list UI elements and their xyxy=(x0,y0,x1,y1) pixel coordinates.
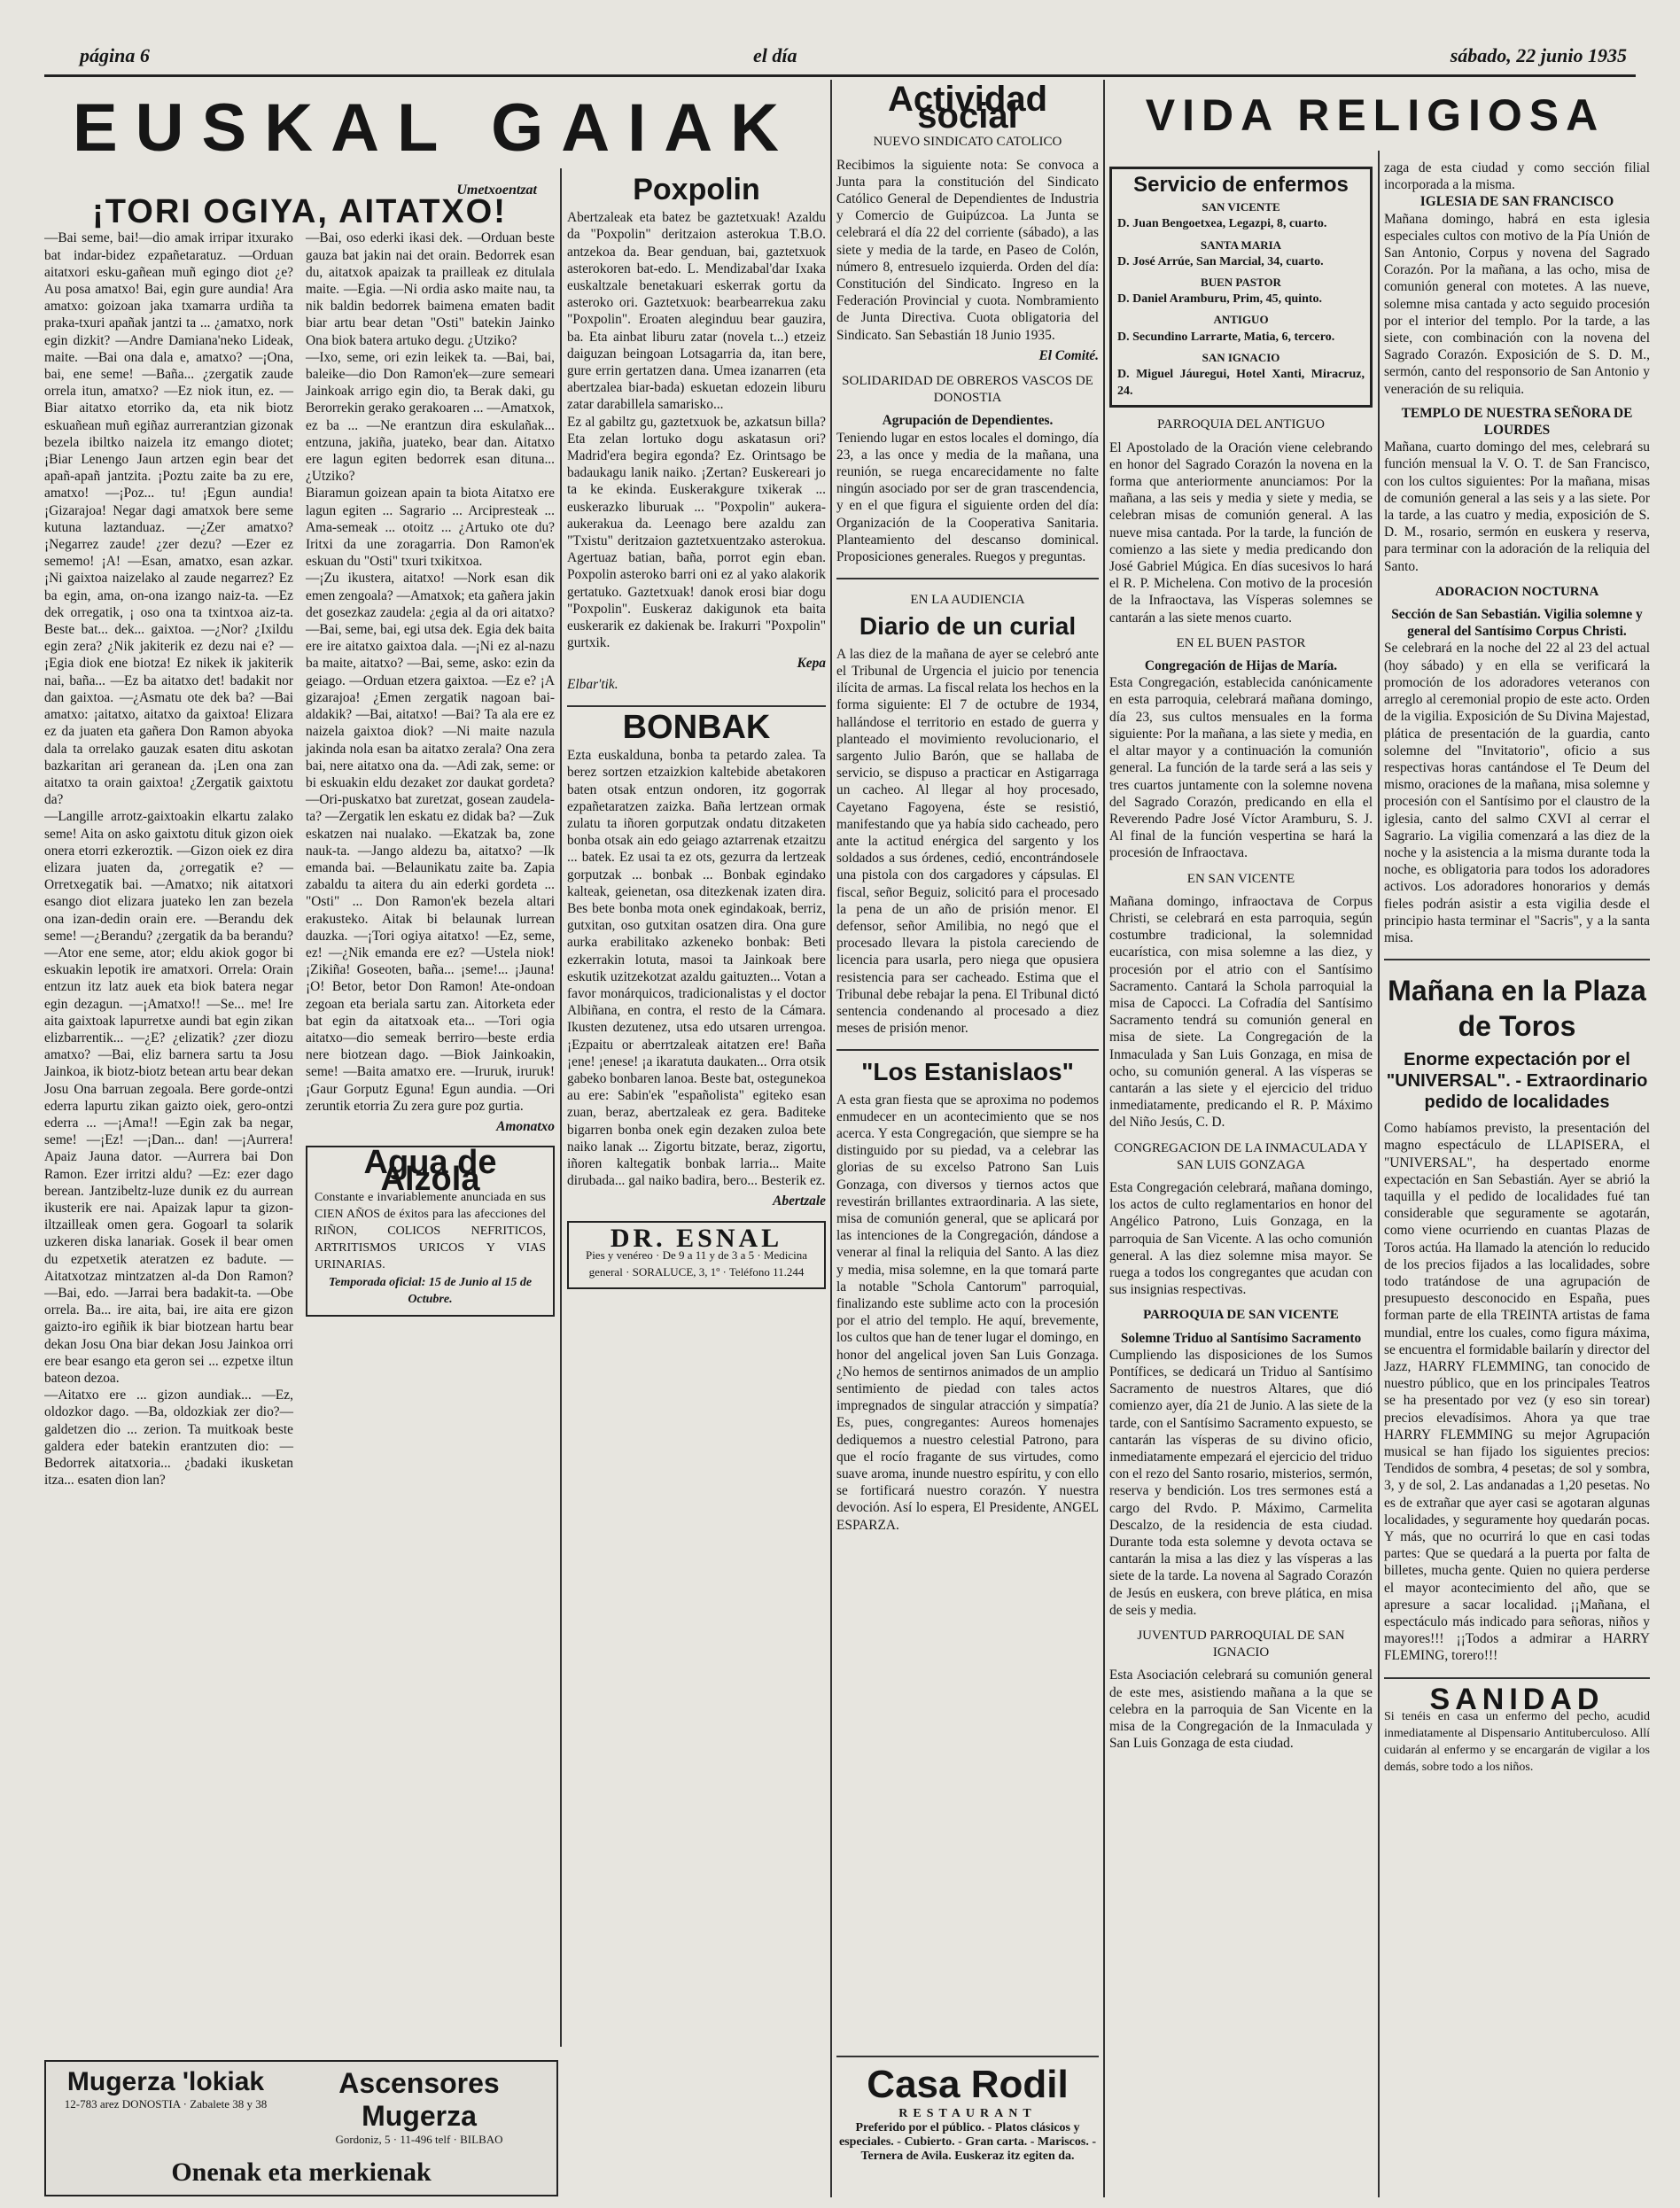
parish-contact: D. Daniel Aramburu, Prim, 45, quinto. xyxy=(1117,292,1323,307)
ad-brand: Mugerza 'lokiak xyxy=(66,2067,265,2096)
column-rule xyxy=(1103,80,1105,2197)
parish-name: SAN VICENTE xyxy=(1202,200,1280,214)
subhead: EN EL BUEN PASTOR xyxy=(1176,635,1306,650)
column-3 xyxy=(567,173,826,2202)
author-signature: Amonatxo xyxy=(496,1118,555,1134)
article-text: Cumpliendo las disposiciones de los Sumos Pontífices, se dedicará un Triduo al Santísimo Sacramento de nuestros Altares, que dió comienzo ayer, día 21 de Junio. A las siete de la tarde, con el Santísimo Sacramento expuesto, se cantarán las vísperas de su divino oficio, inmediatamente empezará el ejercicio del triduo con el rezo del Santo rosario, misterios, sermón, reserva y bendición. Los tres sermones está a cargo del Rvdo. P. Máximo, Carmelita Descalzo, de la residencia de esta ciudad. Durante toda esta solemne y devota octava se cantarán la misa a las diez y las vísperas a las siete de la tarde. La novena al Sagrado Corazón de Jesús en euskera, con breve plática, en misa de seis y media. xyxy=(1109,1347,1373,1618)
signature: El Comité. xyxy=(1038,347,1099,363)
story-text: —Aitatxo ere ... gizon aundiak... —Ez, oldozkor dago. —Ba, oldozkiak zer dio?—galdetzen dio ... zerion. Ta muitkoak beste galdera eder batekin erantzuten dio: —Bedorrek aitatxoria... ¿badaki ikusketan itza... esaten dion lan? xyxy=(44,1388,293,1489)
article-title: "Los Estanislaos" xyxy=(861,1058,1074,1086)
article-text: Mañana domingo, infraoctava de Corpus Christi, se celebrará en esta parroquia, según costumbre tradicional, la solemnidad eucarística, con misa solemne a las diez, y procesión por el atrio con el Santísimo Sacramento. Cantará la Schola parroquial la misa de Capocci. La Cofradía del Santísimo Sacramento tendrá su comunión general en misa de siete. La Congregación de la Inmaculada y San Luis Gonzaga, en misa de ocho, su comunión general. A las vísperas se cantarán a las siete y el ejercicio del triduo inmediatamente, predicando el R. P. Máximo del Niño Jesús, C. D. xyxy=(1109,893,1373,1131)
column-rule xyxy=(830,80,832,2197)
author-signature: Abertzale xyxy=(773,1193,826,1209)
article-text: A las diez de la mañana de ayer se celebró ante el Tribunal de Urgencia el juicio por tenencia ilícita de armas. La fiscal relata los hechos en la forma siguiente: El 7 de octubre de 1934, hallándose el territorio en estado de guerra y planteado el movimiento revolucionario, el sargento Julio Barón, que se hallaba de servicio, se dispuso a practicar en Astigarraga un cacheo. Al llegar al hoy procesado, Cayetano Fagoyena, éste se resistió, manifestando que ya había sido cacheado, pero ante la actitud enérgica del sargento y los soldados a sus órdenes, cedió, encontrándosele una pistola con dos cargadores y cápsulas. El fiscal, señor Beguiz, solicitó para el procesado la pena de un año de prisión menor. El defensor, señor Amilibia, no negó que el procesado llevara la pistola careciendo de licencia para usarla, pero niega que opusiera resistencia para ser cacheado. Estima que el Tribunal debe rebajar la pena. El Tribunal dictó sentencia condenando al procesado a diez meses de prisión menor. xyxy=(836,646,1099,1037)
ad-ascensores: Ascensores Mugerza xyxy=(338,2067,500,2132)
column-6 xyxy=(1384,159,1650,2202)
story-text: —Ixo, seme, ori ezin leikek ta. —Bai, bai, baleike—dio Don Ramon'ek—zure semeari Jainkoak arrigo egin dio, ta Berak daki, gu Berorrekin gerako gerakoaren ... —Amatxok, ez ba ... —Ne erantzun dira eskulañak... entzuna, jakiña, juateko, bear dan. Aitatxo ere lagun egiten bedorrek esan dituna... ¿Utziko? xyxy=(306,349,555,485)
ad-title: SANIDAD xyxy=(1429,1682,1605,1716)
vida-religiosa-title-block xyxy=(1109,84,1641,155)
article-text: Se celebrará en la noche del 22 al 23 del actual (hoy sábado) y en ella se verificará la promoción de los adoradores veteranos con arreglo al ceremonial propio de este acto. Orden de la vigilia. Exposición de Su Divina Majestad, plática de presentación de la guardia, canto solemne del "Invitatorio", oficio a sus respectivas horas cantándose el Te Deum del mismo, oraciones de la mañana, misa solemne y procesión con el Santísimo por el claustro de la iglesia, canto del salmo CXVI al cerrar el Sagrario. La vigilia comenzará a las diez de la noche y la asistencia a la misma durante toda la noche, es obligatoria para todos los adoradores activos. Los adoradores honorarios y demás fieles podrán asistir a esta vigilia desde el principio hasta terminar el "Sacris", y a la santa misa. xyxy=(1384,641,1650,945)
article-text: Esta Asociación celebrará su comunión general de este mes, asistiendo mañana a la que se celebra en la parroquia de San Vicente en la misa de la Congregación de la Inmaculada y San Luis Gonzaga de esta ciudad. xyxy=(1109,1668,1373,1752)
article-text: Teniendo lugar en estos locales el domingo, día 23, a las once y media de la mañana, una reunión, se ruega encarecidamente no falte ningún asociado por ser de gran trascendencia, y en el que figura el siguiente orden del día: Organización de la Cooperativa Sanitaria. Planteamiento del descanso dominical. Proposiciones generales. Ruegos y preguntas. xyxy=(836,430,1099,565)
ad-brand-line: 12-783 arez DONOSTIA · Zabalete 38 y 38 xyxy=(64,2097,268,2111)
paper-name: el día xyxy=(753,44,797,66)
author-signature: Kepa xyxy=(797,656,826,672)
kicker: Umetxoentzat xyxy=(456,183,537,198)
ad-casa-rodil xyxy=(836,2056,1099,2199)
header-rule xyxy=(44,74,1636,77)
subhead: PARROQUIA DEL ANTIGUO xyxy=(1157,417,1325,432)
ad-text: Pies y venéreo · De 9 a 11 y de 3 a 5 · Medicina general · SORALUCE, 3, 1º · Teléfono 11.244 xyxy=(585,1248,808,1279)
article-text: Esta Congregación celebrará, mañana domingo, los actos de culto reglamentarios en honor del Angélico Patrono, Luis Gonzaga, en la parroquia de San Vicente. A las ocho comunión general. A las diez solemne misa mayor. Se ruega a todos los congregantes que acudan con sus insignias respectivas. xyxy=(1109,1179,1373,1298)
page-number: página 6 xyxy=(80,44,150,66)
parish-name: SAN IGNACIO xyxy=(1202,350,1280,364)
parish-contact: D. Juan Bengoetxea, Legazpi, 8, cuarto. xyxy=(1117,217,1327,231)
subhead-2: Congregación de Hijas de María. xyxy=(1144,658,1338,674)
ad-slogan: Onenak eta merkienak xyxy=(171,2157,432,2187)
article-text: Como habíamos previsto, la presentación del magno espectáculo de LLAPISERA, el "UNIVERSAL", ha despertado enorme expectación en San Sebastián. Ayer se abrió la taquilla y el pedido de localidades fué tan considerable que seguramente se agotarán, como viene ocurriendo en cuantas Plazas de Toros actúa. Ha llamado la atención lo reducido de los precios fijados a las localidades, sobre todo tratándose de una agrupación de presupuesto desconocido en España, pues forman parte de ella TREINTA artistas de fama mundial, entre los cuales, como figura máxima, se encuentra el formidable bailarín y director del Jazz, HARRY FLEMMING, tan conocido de nuestro público, que en los principales Teatros se ha presentado por vez (y eso sin torear) precios elevadísimos. Ahora ya que trae HARRY FLEMMING su mejor Agrupación musical se han fijado los siguientes precios: Tendidos de sombra, 4 pesetas; de sol y sombra, 3, y de sol, 2. Las andanadas a 1,20 pesetas. No es de extrañar que ayer casi se agotaran algunas localidades, y seguramente hoy quedarán pocas. Y más, que no ocurrirá lo que en casi todas partes: Que se quedará a la puerta por falta de billetes, mucha gente. Quien no quiera perderse el mayor acontecimiento del año, que se apresure a sacar localidad. ¡¡Mañana, el espectáculo más indicado para señoras, niños y mayores!!! ¡¡Todos a admirar a HARRY FLEMING, torero!!! xyxy=(1384,1121,1650,1664)
euskal-gaiak-title-block xyxy=(43,89,827,177)
issue-date: sábado, 22 junio 1935 xyxy=(1450,44,1627,66)
ad-mugerza xyxy=(44,2060,558,2196)
article-subtitle: Enorme expectación por el "UNIVERSAL". - Extraordinario pedido de localidades xyxy=(1386,1050,1648,1113)
ad-text: Si tenéis en casa un enfermo del pecho, acudid inmediatamente al Dispensario Antituberculoso. Allí cuidarán al enfermo y se encargarán de vigilar a los demás, sobre todo a los niños. xyxy=(1384,1709,1650,1775)
ad-title: Agua de Alzola xyxy=(363,1144,497,1199)
story-text: —Bai seme, bai!—dio amak irripar itxurako bat indar-bidez ezpañetaratuz. —Orduan aitatxori esku-gañean muñ egingo diot ¿e? Au posa amatxo! Bai, egin gure aundia! Ara amatxo: goizoan jaka txamarra urdiña ta praka-txuri apañak jantzi ta ... ¿amatxo, nork egin dizkit? —Andre Damiana'neko Lideak, maite. —Bai ona dala e, amatxo? —¡Ona, bai, ene seme! —Baña... ¿zergatik zaude orrela itun, amatxo? —Ez niok itun, ez. —Biar aitatxo etorriko da, eta nik biotz eskuañean muñ egiñaz aurrerantzian gizonak bezela ibiltko naizela itz emango diotet; ¡Biar Lenengo Jaun artzen egin bear det apañ-apañ jantzita. ¡Poztu zaite ba zu ere, amatxo! —¡Poz... tu! ¡Egun aundia! ¡Gizarajoa! Negar dagi amatxok bere seme kutuna laztanduaz. —¿Zer amatxo? ¡Negarrez zaude! ¿zer dezu? —Ezer ez sememo! ¡A! —Esan, amatxo, esan azkar. ¡Ni gaixtoa naizelako al zaude negarrez? Ez ba egin, ama, on-ona izango naiz-ta. —Ez dek orregatik, ¡ oso ona ta txintxoa aiz-ta. Beste bat... dek... gaixtoa. —¿Nor? ¿Ixildu egin zera? ¿Nik jakiterik ez dezu nai e? —¡Egia diok ene biotza! Ez nikek ik jakiterik nai, baña... —Ez ba aitatxo det! badakit nor dan gaixtoa. —¿Asmatu ote dek ba? —Bai amatxo: ¡aitatxo, aitatxo da gaixtoa! Elizara ez da juaten eta gañera Don Ramon abyoka dala ta orrelako gauzak esaten ditu askotan bazkaritan ari geranean da. ¡Len ona zan aitatxo ta orain gaixtoa! ¿Zergatik gaixtotu da? xyxy=(44,230,293,808)
article-text: Mañana domingo, habrá en esta iglesia especiales cultos con motivo de la Pía Unión de San Antonio, Corpus y novena del Sagrado Corazón. Por la mañana, a las ocho, misa de comunión general con motetes. A las nueve, solemne misa cantada y acto seguido procesión por el interior del templo. Por la tarde, a las siete, con combinación con la novena del Sagrado Corazón. Exposición de S. D. M., sermón, canto del responsorio de San Antonio y veneración de su reliquia. xyxy=(1384,211,1650,397)
parish-name: SANTA MARIA xyxy=(1200,237,1282,252)
article-title: BONBAK xyxy=(622,708,771,746)
column-4 xyxy=(836,84,1099,2202)
article-title: Poxpolin xyxy=(633,173,760,206)
subhead: JUVENTUD PARROQUIAL DE SAN IGNACIO xyxy=(1137,1629,1345,1660)
separator xyxy=(1384,1677,1650,1679)
article-title: Mañana en la Plaza de Toros xyxy=(1388,975,1646,1043)
story-text: —Bai, oso ederki ikasi dek. —Orduan beste gauza bat jakin nai det orain. Bedorrek esan du, aitatxok apaizak ta prailleak ez ditulala maite. —Egia. —Ni ordia asko maite nau, ta nik baldin bedorrek baimena ematen badit biar artu bear detan "Osti" batekin Jainko Ona biok batera artuko degu. ¿Utziko? xyxy=(306,230,555,348)
box-title: Servicio de enfermos xyxy=(1133,173,1349,197)
ad-dr-esnal xyxy=(567,1221,826,1290)
subhead-2: Agrupación de Dependientes. xyxy=(882,413,1054,429)
story-text: —¡Zu ikustera, aitatxo! —Nork esan dik emen zengoala? —Amatxok; eta gañera jakin det gosezkaz zaudela: ¿egia al da ori aitatxo? —Bai, seme, bai, egi utsa dek. Egia dek baita ere ire aitatxo gaixtoa dala. —¡Ni ez al-nazu ba maite, aitatxo? —Bai, seme, asko: ezin da geiago. —Orduan etzera gaixtoa. —Ez e? ¡A gizarajoa! ¿Emen zergatik nagoan bai-aldakik? —Bai, aitatxo! —Bai? Ta ala ere ez naizela gaixtoa diok? —Ni maite nazula jakinda nola esan ba aitatxo zerala? Ona zera bai, nere aitatxo ona da. —Adi zak, seme: or bi eskuakin eldu dezaket zor daukat gordeta? —Ori-puskatxo bat zuretzat, gosean zaudela-ta? —Zergatik len eskatu ez didak ba? —Zuk eskatzen nai nualako. —Ekatzak ba, zone nauk-ta. —Jango aldezu ba, aitatxo? —Ik emanda bai. —Belaunikatu zaite ba. Zapia zabaldu ta aitera du ain ederki gordeta ... "Osti" ... Don Ramon'ek bezela altari erakusteko. Aitak bi belaunak lurrean dauzka. —¡Tori ogiya aitatxo! —Ez, seme, ez! —¿Nik emanda ere ez? —Ustela niok! ¡Zikiña! Goseoten, baña... ¡seme!... ¡Jauna! ¡O! Betor, betor Don Ramon! Ate-ondoan zegoan eta beriala sartu zan. Aitorketa eder bat egin da aitatxoak eta... —Tori ogia aitatxo—dio semeak berriro—beste erdia nere biotzean dago. —Biok Jainkoakin, seme! —Baita amatxo ere. —Iruruk, iruruk! ¡Gaur Gorputz Eguna! Egun aundia. —Ori zeruntik etorria Zu zera gure poz gurtia. xyxy=(306,571,555,1114)
ad-ascensores-line: Gordoniz, 5 · 11-496 telf · BILBAO xyxy=(335,2133,503,2146)
column-rule xyxy=(560,168,562,2047)
article-text: zaga de esta ciudad y como sección filial incorporada a la misma. xyxy=(1384,160,1650,193)
parish-name: BUEN PASTOR xyxy=(1201,276,1281,290)
article-text: A esta gran fiesta que se aproxima no podemos enmudecer en un acontecimiento que se nos acerca. Y esta Congregación, que siempre se ha distinguido por su piedad, va a celebrar las glorias de su excelso Patrono San Luis Gonzaga, con diversos y tiernos actos que revestirán brillantes extraordinaria. A las siete, misa de comunión general, que se aplicará por las intenciones de la Congregación, dándose a venerar al final la reliquia del Santo. A las diez y media, misa solemne, en la que tomará parte la notable "Schola Cantorum" parroquial, finalizando este sublime acto con la procesión por el atrio del templo. He aquí, brevemente, los cultos que han de tener lugar el domingo, en honor del angelical joven San Luis Gonzaga. ¿No hemos de sentirnos animados de un amplio sentimiento de piedad con tales actos impregnados de singular atracción y simpatía? Es, pues, congregantes: Aureos homenajes dediquemos a nuestro celestial Patrono, para que el rocío fragante de sus virtudes, como suave aroma, inunde nuestro espíritu, y con ello se fortificará nuestro corazón. Y nuestra devoción. Así lo espera, El Presidente, ANGEL ESPARZA. xyxy=(836,1092,1099,1533)
story-text: Biaramun goizean apain ta biota Aitatxo ere lagun egiten ... Sagrario ... Arcipresteak ... Ama-semeak ... otoitz ... ¿Artuko ote du? Iritxi da une zoragarria. Don Ramon'ek eskuan du "Osti" txuri txikitxoa. xyxy=(306,486,555,570)
ad-title: Casa Rodil xyxy=(867,2063,1069,2106)
column-1 xyxy=(44,182,555,2202)
subhead: PARROQUIA DE SAN VICENTE xyxy=(1143,1308,1339,1323)
ad-agua-de-alzola xyxy=(306,1146,555,1317)
separator xyxy=(1384,959,1650,960)
article-text: Esta Congregación, establecida canónicamente en esta parroquia, celebrará mañana domingo, día 23, sus cultos mensuales en la forma siguiente: Por la mañana, a las siete y media, en el altar mayor y a continuación la comunión general. La función de la tarde será a las seis y tres cuartos juntamente con la solemne novena del Sagrado Corazón, predicando en ella el Reverendo Padre José Víctor Aramburu, S. J. Al final de la función vespertina se hará la procesión de Infraoctava. xyxy=(1109,675,1373,861)
article-text: Mañana, cuarto domingo del mes, celebrará su función mensual la V. O. T. de San Francisco, con los cultos siguientes: Por la mañana, misas de comunión general a las seis y a las siete. Por la tarde, a las cuatro y media, exposición de S. D. M., rosario, sermón en euskera y reserva, para terminar con la adoración de la reliquia del Santo. xyxy=(1384,439,1650,574)
separator xyxy=(836,1049,1099,1051)
article-text: Abertzaleak eta batez be gaztetxuak! Azaldu da "Poxpolin" deritzaion asterokua T.B.O. antzekoa da. Bear genduan, bai, gaztetxuok asterokoren bat-edo. L. Mendizabal'dar Ixaka euskaltzale benetakuari eskerrak gortu da asteroko ori. Gaztetxuok: bearbearrekua zaku "Poxpolin". Eroaten aleginduu bear gauzira, ba. Eta ainbat liburu zatar (novela t...) etzeiz daiguzan beingoan Lotsagarria da, itan bere, gure errin gertatzen dana. Umea izanarren (eta abertzalea biar-bada) eskuetan edozein liburu zatar darabillela samarisko... xyxy=(567,210,826,413)
subhead: ADORACION NOCTURNA xyxy=(1435,584,1599,599)
subhead: SOLIDARIDAD DE OBREROS VASCOS DE DONOSTIA xyxy=(842,374,1093,406)
section-title: Actividad social xyxy=(887,84,1048,136)
article-text: Ezta euskalduna, bonba ta petardo zalea. Ta berez sortzen etzaizkion kaltebide abetakoren baten otsak entzun ondoren, itz gogorrak ezpañetaratzen zaizka. Baña lertzean ormak zulatu ta iñoren gorputzak ondatu ditzaketen bonba otsak ain edo geiago aztarrenak etzaitzu ... batek. Ez usai ta ez ots, gezurra da lertzeak gorputzak ... bonbak ... Bonbak egindako kalteak, geienetan, osa ditezkenak izaten dira. Bes bete bonba mota onek egindakoak, berriz, gutxitan, oso gutxitan osatzen dira. Ona gure aurka erabilitako azkeneko bonbak: Beti ezkerrakin lotuta, masoi ta Jainkoak bere eskutik uzitzekotzat azaldu gaituzten... Votan a favor monárquicos, tradicionalistas y el doctor Albiñana, en contra, el resto de la Cámara. Ikusten dezutenez, utsa edo utsaren urrengoa. ¡Ezpaitu or aberrtzaleak aitatzen ere! Baña ¡ene! ¡enese! ¡a ikaratuta daukaten... Orra otsik gabeko bonbaren lanoa. Beste bat, ostegunekoa au ere: Sabin'ek "españolista" egiteko esan zuan, beraz, abertzaleak ez gera. Baditeke bigarren bonba onek egin dezaken zuloa bete naiko lanak ... Zigortu bitzate, beraz, zigortu, iñoren kaltegatik bonbak larria... Maite dirubada... gal naiko badira, bero... Besterik ez. xyxy=(567,748,826,1189)
subhead-2: Solemne Triduo al Santísimo Sacramento xyxy=(1120,1330,1362,1346)
article-text: Ez al gabiltz gu, gaztetxuok be, azkatsun billa? Eta zelan lortuko dogu askatasun ori? Madrid'era begira egonda? Ez. Orintsago be badaukagu lanik naiko. ¡Zertan? Euskereari jo ta ke ekinda. Euskerakgure txikerak ... euskerazko liburuak ... "Poxpolin" aukera-aukerakua da. Leenago bere azaldu zan "Txistu" deritzaion gaztetxuentzako asterokua. Agertuaz batian, baña, porrot egin eban. Poxpolin asteroko barri oni ez al yako alakorik gertatuko. Gaztetxuak! danok erosi biar dogu "Poxpolin". Euskeraz dakigunok eta baita euskerarik ez dakienak be. Irakurri "Poxpolin" gurtxik. xyxy=(567,414,826,651)
subhead: IGLESIA DE SAN FRANCISCO xyxy=(1419,194,1614,210)
subhead: TEMPLO DE NUESTRA SEÑORA DE LOURDES xyxy=(1401,405,1633,439)
ad-text: Constante e invariablemente anunciada en sus CIEN AÑOS de éxitos para las afecciones del RIÑON, COLICOS NEFRITICOS, ARTRITISMOS URICOS Y VIAS URINARIAS. xyxy=(315,1190,546,1272)
section-title: VIDA RELIGIOSA xyxy=(1145,90,1606,140)
subhead-2: Sección de San Sebastián. Vigilia solemne y general del Santísimo Corpus Christi. xyxy=(1391,607,1643,640)
subhead: NUEVO SINDICATO CATOLICO xyxy=(873,135,1062,150)
column-5 xyxy=(1109,159,1373,2202)
story-headline: ¡TORI OGIYA, AITATXO! xyxy=(92,193,507,231)
servicio-enfermos-box xyxy=(1109,167,1373,408)
page-header xyxy=(80,44,1627,71)
separator xyxy=(567,705,826,707)
parish-contact: D. Miguel Jáuregui, Hotel Xanti, Miracruz, 24. xyxy=(1117,368,1365,399)
section-title: EUSKAL GAIAK xyxy=(72,90,797,166)
ad-sub: RESTAURANT xyxy=(898,2107,1037,2120)
separator xyxy=(836,578,1099,579)
story-text: —Langille arrotz-gaixtoakin elkartu zalako seme! Aita on asko gaixtotu dituk gizon oiek onera etorri ezkeroztik. —Gizon oiek ez dira elizara juaten da, ¿orregatik e? —Orretxegatik bai. —Amatxo; nik aitatxori esango diot elizara juateko len zan bezela ona izan-dedin orain ere. —Berandu dek seme! —¿Berandu? ¿zergatik da ba berandu? —Ator ene seme, ator; eldu akiok gogor bi eskuakin lepotik ire amatxori. Orrela: Orain entzun itz latz auek eta biok batera negar egin dezagun. —¡Amatxo!! —Se... me! Ire aita gaixtoak lapurretxe aundi bat egin zikan elizbarrentik... —¿E? ¿elizatik? ¿zer diozu amatxo? —Bai, eliz barnera sartu ta Josu Jainkoa, ik biotz-biotz betean artu bear dekan Josu Ona barruan zegoala. Bere gorde-ontzi ederra lapurtu zikan gaizto oiek, gero-ontzi ederra ... —¡Ama!! —Egin zak ba negar, seme! —¡Ez! —¡Dan... dan! —¡Aurrera! Apaiz Jauna dator. —Aurrera bai Don Ramon. Ezer irritzi aldu? —Ez: ezer dago berean. Jantzibeltz-luze dunik ez du aurrean ikusterik ere nai. Apaizak lapur ta gizon-iltzailleak omen gera. Gogoarl ta solarik uzkeren diska lanariak. Gosek il bear omen du ezpetxetik ateratzen ez badute. —Aitatxotzaz mintzatzen al-da Don Ramon? —Bai, edo. —Jarrai bera badakit-ta. —Obe orrela. Ba... ire aita, bai, ire aita ere gizon gaizto-iro egiñik ik biar biotzean hartu bear dekan Josu Ona biar dekan Josu Jainkoa orri ere bear esango eta geron sei ... ezpetxe iltun bateon dezoa. xyxy=(44,809,293,1387)
column-rule xyxy=(1378,151,1380,2197)
article-title: Diario de un curial xyxy=(859,612,1077,641)
parish-contact: D. Secundino Larrarte, Matia, 6, tercero. xyxy=(1117,330,1335,344)
subhead: EN LA AUDIENCIA xyxy=(910,593,1025,608)
subhead: EN SAN VICENTE xyxy=(1186,871,1295,886)
parish-contact: D. José Arrúe, San Marcial, 34, cuarto. xyxy=(1117,254,1324,268)
article-text: Recibimos la siguiente nota: Se convoca a Junta para la constitución del Sindicato Católico General de Dependientes de Industria y Comercio de Guipúzcoa. La Junta se celebrará el día 22 del corriente (sábado), a las siete y media de la tarde, en Paseo de Colón, número 8, entresuelo izquierda. Orden del día: Constitución del Sindicato. Ingreso en la Federación Provincial y cuota. Nombramiento de Junta Directiva. Cuota obligatoria del Sindicato. San Sebastián 18 Junio 1935. xyxy=(836,157,1099,343)
ad-title: DR. ESNAL xyxy=(610,1223,783,1253)
subhead: CONGREGACION DE LA INMACULADA Y SAN LUIS GONZAGA xyxy=(1114,1140,1368,1172)
ad-text: Preferido por el público. - Platos clásicos y especiales. - Cubierto. - Gran carta. - Mariscos. - Ternera de Avila. Euskeraz itz egiten da. xyxy=(838,2121,1097,2163)
dateline: Elbar'tik. xyxy=(567,676,618,692)
ad-note: Temporada oficial: 15 de Junio al 15 de Octubre. xyxy=(328,1275,533,1306)
parish-name: ANTIGUO xyxy=(1213,313,1269,327)
article-text: El Apostolado de la Oración viene celebrando en honor del Sagrado Corazón la novena en la forma que anteriormente anunciamos: Por la mañana, a las seis y media y siete y media, se celebran misas de comunión general. A las nueve misa cantada. Por la tarde, la función de comienzo a las siete y media predicando don José Gabriel Múgica. En días sucesivos lo hará el R. P. Michelena. Con motivo de la procesión de la Infraoctava, las Vísperas solemnes se cantarán a las siete menos cuarto. xyxy=(1109,439,1373,626)
